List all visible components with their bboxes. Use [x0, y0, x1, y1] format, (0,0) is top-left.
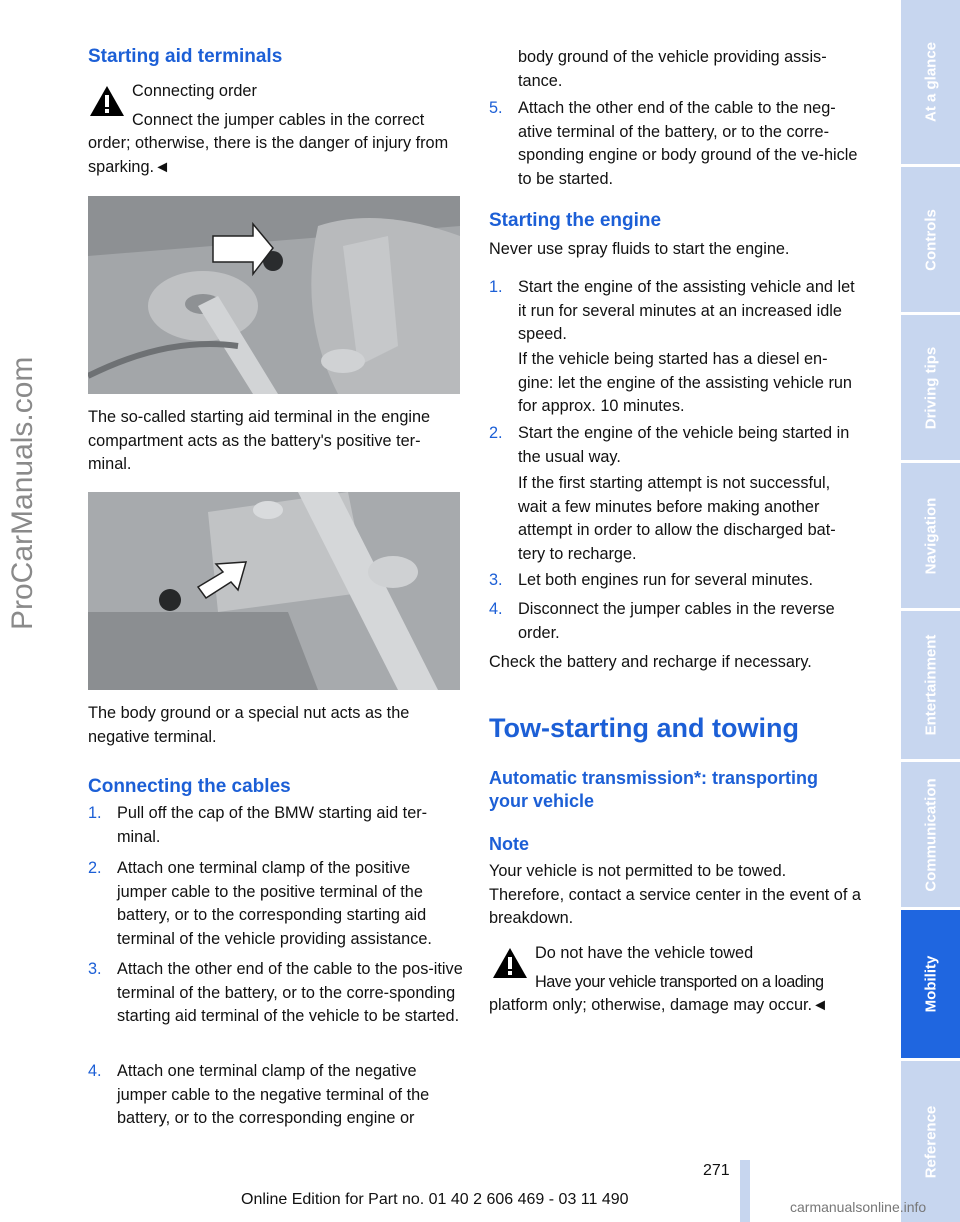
photo2-caption: The body ground or a special nut acts as the negative terminal. [88, 704, 410, 746]
warning-icon [88, 84, 126, 118]
engine-bay-photo-negative-terminal [88, 492, 460, 690]
step-text: Attach the other end of the cable to the pos-itive terminal of the battery, or to the corre-sponding starting aid terminal of the vehicle to be started. [117, 960, 463, 1025]
tab-label: Driving tips [922, 346, 939, 429]
warning2-text-rest: platform only; otherwise, damage may occur.◄ [489, 996, 829, 1014]
warning-text-first: Connect the jumper cables in the correct [132, 111, 425, 129]
step-number: 2. [489, 424, 503, 442]
engine-outro: Check the battery and recharge if necessary. [489, 653, 812, 671]
tab-at-a-glance[interactable] [901, 0, 960, 164]
step-text: Let both engines run for several minutes. [518, 571, 814, 589]
list-item [88, 857, 463, 951]
list-item [489, 598, 862, 645]
step-number: 3. [489, 571, 503, 589]
engine-intro: Never use spray fluids to start the engine. [489, 240, 790, 258]
tab-label: At a glance [922, 41, 939, 123]
warning-text-rest: order; otherwise, there is the danger of injury from sparking.◄ [88, 134, 449, 176]
step4-continued: body ground of the vehicle providing assis-tance. [518, 48, 827, 90]
step-text: If the first starting attempt is not successful, wait a few minutes before making another attempt in order to allow the discharged bat-tery to recharge. [518, 474, 836, 563]
heading-tow-starting: Tow-starting and towing [489, 713, 799, 743]
warning2-title: Do not have the vehicle towed [535, 944, 754, 962]
step-text: Start the engine of the assisting vehicle and let it run for several minutes at an increased idle speed. [518, 278, 855, 343]
tab-label: Controls [922, 208, 939, 271]
list-item [489, 348, 862, 419]
photo1-caption: The so-called starting aid terminal in the engine compartment acts as the battery's positive ter-minal. [88, 408, 431, 473]
warning-title: Connecting order [132, 82, 257, 100]
heading-note: Note [489, 834, 529, 854]
step-text: Pull off the cap of the BMW starting aid ter-minal. [117, 804, 428, 846]
step-text: If the vehicle being started has a diesel en-gine: let the engine of the assisting vehicle run for approx. 10 minutes. [518, 350, 852, 415]
step-number: 5. [489, 99, 503, 117]
list-item [489, 422, 862, 469]
list-item [88, 802, 463, 849]
tab-label: Navigation [922, 497, 939, 574]
step-number: 2. [88, 859, 102, 877]
step-text: Start the engine of the vehicle being started in the usual way. [518, 424, 850, 466]
page-number: 271 [703, 1162, 730, 1179]
warning-icon [491, 946, 529, 980]
watermark: ProCarManuals.com [6, 356, 39, 630]
step-number: 4. [489, 600, 503, 618]
list-item [489, 276, 862, 347]
step-number: 3. [88, 960, 102, 978]
step-number: 1. [88, 804, 102, 822]
tab-driving-tips[interactable] [901, 315, 960, 460]
heading-starting-aid-terminals: Starting aid terminals [88, 46, 283, 67]
tab-label: Entertainment [922, 634, 939, 736]
heading-connecting-cables: Connecting the cables [88, 776, 291, 797]
footer-site: carmanualsonline.info [790, 1199, 927, 1215]
chapter-tabs [901, 0, 960, 1222]
tab-label: Reference [922, 1105, 939, 1178]
tab-label: Communication [922, 777, 939, 892]
tab-reference[interactable] [901, 1061, 960, 1222]
footer-edition: Online Edition for Part no. 01 40 2 606 469 - 03 11 490 [241, 1191, 629, 1208]
list-item [489, 97, 862, 191]
step-text: Attach the other end of the cable to the neg-ative terminal of the battery, or to the corre-sponding engine or body ground of the ve-hicle to be started. [518, 99, 858, 188]
tab-controls[interactable] [901, 167, 960, 312]
list-item [88, 1060, 463, 1131]
warning2-text-first: Have your vehicle transported on a loading [535, 973, 824, 991]
step-text: Disconnect the jumper cables in the reverse order. [518, 600, 835, 642]
list-item [489, 569, 862, 593]
heading-starting-engine: Starting the engine [489, 210, 662, 231]
engine-bay-photo-positive-terminal [88, 196, 460, 394]
note-text: Your vehicle is not permitted to be towed. Therefore, contact a service center in the event of a breakdown. [489, 862, 861, 927]
page-number-bar [740, 1160, 750, 1222]
step-number: 4. [88, 1062, 102, 1080]
list-item [88, 958, 463, 1029]
tab-navigation[interactable] [901, 463, 960, 608]
tab-label: Mobility [922, 955, 939, 1013]
tab-communication[interactable] [901, 762, 960, 907]
step-text: Attach one terminal clamp of the negative jumper cable to the negative terminal of the battery, or to the corresponding engine or [117, 1062, 430, 1127]
heading-automatic-transmission: Automatic transmission*: transporting your vehicle [489, 768, 819, 811]
step-text: Attach one terminal clamp of the positive jumper cable to the positive terminal of the battery, or to the corresponding starting aid terminal of the vehicle providing assistance. [117, 859, 432, 948]
tab-mobility[interactable] [901, 910, 960, 1058]
step-number: 1. [489, 278, 503, 296]
list-item [489, 472, 862, 566]
tab-entertainment[interactable] [901, 611, 960, 759]
